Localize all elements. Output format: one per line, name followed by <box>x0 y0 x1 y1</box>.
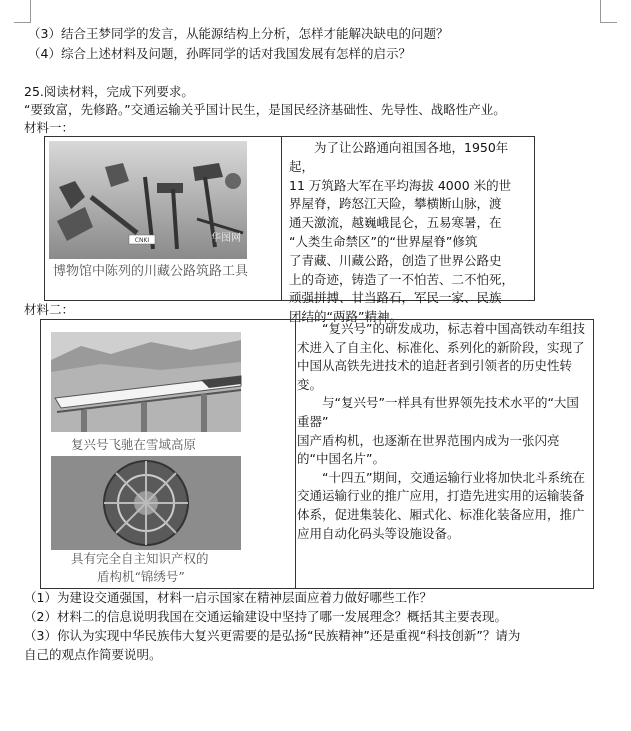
q25-question-3: （3）你认为实现中华民族伟大复兴更需要的是弘扬“民族精神”还是重视“科技创新”？请为 <box>24 628 521 643</box>
material2-label: 材料二： <box>24 302 75 317</box>
material1-text <box>289 139 529 327</box>
m1-line-6: 了青藏、川藏公路，创造了世界公路史 <box>289 252 502 268</box>
fuxing-train-photo <box>41 320 295 588</box>
q25-title: 25.阅读材料，完成下列要求。 <box>24 84 194 99</box>
m1-line-7: 上的奇迹，铸造了一不怕苦、二不怕死， <box>289 271 515 287</box>
m2-paragraph-1: “复兴号”的研发成功，标志着中国高铁动车组技术进入了自主化、标准化、系列化的新阶段，实现了中国从高铁先进技术的追赶者到引领者的历史性转变。 <box>297 321 585 392</box>
material1-caption: 博物馆中陈列的川藏公路筑路工具 <box>53 264 249 279</box>
material1-label: 材料一： <box>24 120 75 135</box>
m2-paragraph-4: “十四五”期间，交通运输行业将加快北斗系统在交通运输行业的推广应用，打造先进实用的运输装备体系，促进集装化、厢式化、标准化装备应用，推广应用自动化码头等设施设备。 <box>297 469 585 541</box>
photo-stamp: CNKI <box>134 237 150 244</box>
m1-line-3: 界屋脊，跨怒江天险，攀横断山脉，渡 <box>289 196 502 212</box>
material2-caption2a: 具有完全自主知识产权的 <box>71 551 209 566</box>
material2-caption2b: 盾构机“锦绣号” <box>97 569 185 584</box>
crop-mark-top-left <box>14 0 31 23</box>
material1-image-cell <box>45 137 282 300</box>
q24-sub4: （4）综合上述材料及问题，孙晖同学的话对我国发展有怎样的启示？ <box>28 46 411 61</box>
material2-caption1: 复兴号飞驰在雪域高原 <box>71 437 197 452</box>
m2-paragraph-2: 与“复兴号”一样具有世界领先技术水平的“大国重器” <box>297 395 579 429</box>
q25-question-2: （2）材料二的信息说明我国在交通运输建设中坚持了哪一发展理念？概括其主要表现。 <box>24 609 507 624</box>
q25-intro: “要致富，先修路。”交通运输关乎国计民生，是国民经济基础性、先导性、战略性产业。 <box>24 102 506 117</box>
material2-box <box>40 319 594 589</box>
m1-line-5: “人类生命禁区”的“世界屋脊”修筑 <box>289 233 478 249</box>
q25-question-3-cont: 自己的观点作简要说明。 <box>24 647 162 662</box>
m1-line-9: 团结的“两路”精神。 <box>289 309 402 325</box>
q25-question-1: （1）为建设交通强国，材料一启示国家在精神层面应着力做好哪些工作？ <box>24 590 432 605</box>
m1-line-8: 顽强拼搏、甘当路石，军民一家、民族 <box>289 290 502 306</box>
m1-line-4: 通天激流，越巍峨昆仑，五易寒暑，在 <box>289 215 502 231</box>
q24-sub3: （3）结合王梦同学的发言，从能源结构上分析，怎样才能解决缺电的问题？ <box>28 26 449 41</box>
crop-mark-top-right <box>600 0 617 23</box>
material2-image-cell <box>41 320 296 588</box>
m2-paragraph-3: 国产盾构机，也逐渐在世界范围内成为一张闪亮的“中国名片”。 <box>297 432 560 467</box>
photo-watermark: 华图网 <box>211 233 241 244</box>
m1-line-2: 11 万筑路大军在平均海拔 4000 米的世 <box>289 177 512 193</box>
material2-text <box>297 320 589 543</box>
m1-line-1: 为了让公路通向祖国各地，1950年起， <box>289 140 509 174</box>
